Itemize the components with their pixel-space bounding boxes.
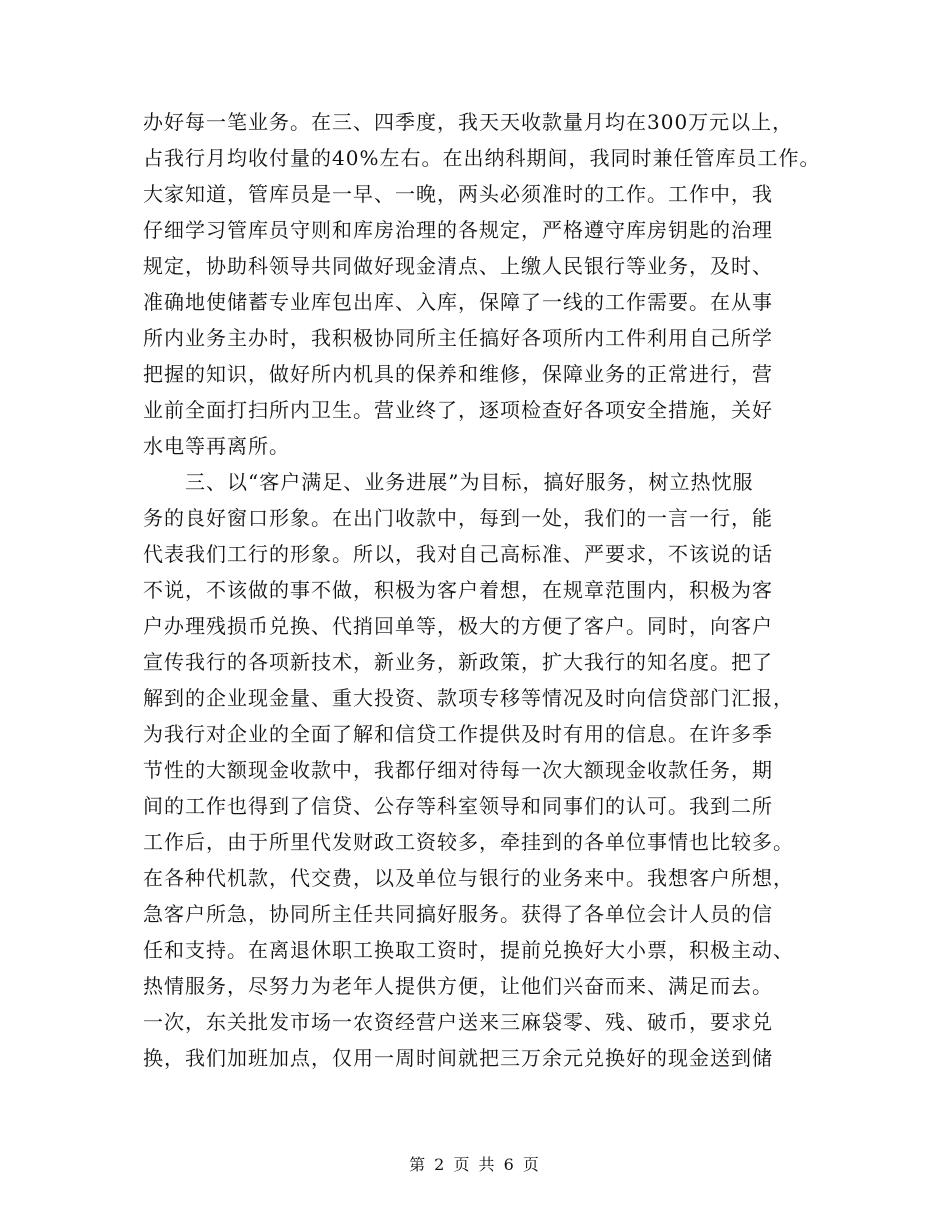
text-line: 准确地使储蓄专业库包出库、入库，保障了一线的工作需要。在从事 (143, 290, 773, 314)
text-line: 仔细学习管库员守则和库房治理的各规定，严格遵守库房钥匙的治理 (143, 218, 773, 242)
text-line: 解到的企业现金量、重大投资、款项专移等情况及时向信贷部门汇报， (143, 686, 794, 710)
text-line: 规定，协助科领导共同做好现金清点、上缴人民银行等业务，及时、 (143, 254, 773, 278)
text-line: 户办理残损币兑换、代捎回单等，极大的方便了客户。同时，向客户 (143, 614, 773, 638)
text-line: 节性的大额现金收款中，我都仔细对待每一次大额现金收款任务，期 (143, 758, 773, 782)
text-line: 务的良好窗口形象。在出门收款中，每到一处，我们的一言一行，能 (143, 506, 773, 530)
text-line: 为我行对企业的全面了解和信贷工作提供及时有用的信息。在许多季 (143, 722, 773, 746)
text-line: 代表我们工行的形象。所以，我对自己高标准、严要求，不该说的话 (143, 542, 773, 566)
text-line: 热情服务，尽努力为老年人提供方便，让他们兴奋而来、满足而去。 (143, 974, 773, 998)
page-number-footer: 第 2 页 共 6 页 (409, 1155, 541, 1174)
text-line: 占我行月均收付量的40%左右。在出纳科期间，我同时兼任管库员工作。 (143, 146, 821, 170)
text-line: 在各种代机款，代交费，以及单位与银行的业务来中。我想客户所想， (143, 866, 794, 890)
text-line: 间的工作也得到了信贷、公存等科室领导和同事们的认可。我到二所 (143, 794, 773, 818)
text-line: 把握的知识，做好所内机具的保养和维修，保障业务的正常进行，营 (143, 362, 773, 386)
text-line: 任和支持。在离退休职工换取工资时，提前兑换好大小票，积极主动、 (143, 938, 794, 962)
text-line: 换，我们加班加点，仅用一周时间就把三万余元兑换好的现金送到储 (143, 1046, 773, 1070)
text-line: 三、以“客户满足、业务进展”为目标，搞好服务，树立热忱服 (185, 470, 754, 494)
text-line: 宣传我行的各项新技术，新业务，新政策，扩大我行的知名度。把了 (143, 650, 773, 674)
text-line: 一次，东关批发市场一农资经营户送来三麻袋零、残、破币，要求兑 (143, 1010, 773, 1034)
text-line: 大家知道，管库员是一早、一晚，两头必须准时的工作。工作中，我 (143, 182, 773, 206)
text-line: 业前全面打扫所内卫生。营业终了，逐项检查好各项安全措施，关好 (143, 398, 773, 422)
text-line: 急客户所急，协同所主任共同搞好服务。获得了各单位会计人员的信 (143, 902, 773, 926)
text-line: 水电等再离所。 (143, 434, 290, 458)
text-line: 不说，不该做的事不做，积极为客户着想，在规章范围内，积极为客 (143, 578, 773, 602)
text-line: 工作后，由于所里代发财政工资较多，牵挂到的各单位事情也比较多。 (143, 830, 794, 854)
text-line: 所内业务主办时，我积极协同所主任搞好各项所内工件利用自己所学 (143, 326, 773, 350)
text-line: 办好每一笔业务。在三、四季度，我天天收款量月均在300万元以上， (143, 110, 794, 134)
